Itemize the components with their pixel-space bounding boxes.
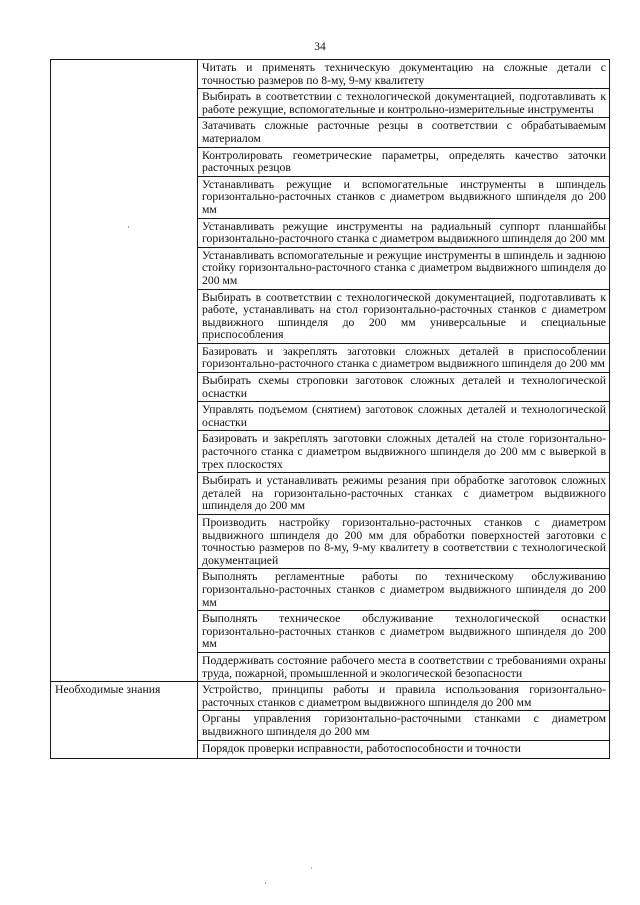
scan-speck: ˙ (310, 866, 313, 876)
skill-item: Выполнять регламентные работы по техническому обслуживанию горизонтально-расточных станков с диаметром выдвижного шпинделя до 200 мм (198, 569, 610, 611)
skill-item: Устанавливать режущие и вспомогательные инструменты в шпиндель горизонтально-расточных станков с диаметром выдвижного шпинделя до 200 мм (198, 176, 610, 218)
skill-item: Читать и применять техническую документацию на сложные детали с точностью размеров по 8-му, 9-му квалитету (198, 60, 610, 89)
skill-item: Управлять подъемом (снятием) заготовок сложных деталей и технологической оснастки (198, 402, 610, 431)
skill-item: Выбирать в соответствии с технологической документацией, подготавливать к работе, устанавливать на стол горизонтально-расточных станков с диаметром выдвижного шпинделя до 200 мм универсальные и специальные приспособления (198, 289, 610, 343)
knowledge-item: Устройство, принципы работы и правила использования горизонтально-расточных станков с диаметром выдвижного шпинделя до 200 мм (198, 682, 610, 711)
skill-item: Выполнять техническое обслуживание технологической оснастки горизонтально-расточных станков с диаметром выдвижного шпинделя до 200 мм (198, 611, 610, 653)
skill-item: Базировать и закреплять заготовки сложных деталей на столе горизонтально-расточного станка с диаметром выдвижного шпинделя до 200 мм с выверкой в трех плоскостях (198, 431, 610, 473)
skill-item: Выбирать схемы строповки заготовок сложных деталей и технологической оснастки (198, 373, 610, 402)
skill-item: Затачивать сложные расточные резцы в соответствии с обрабатываемым материалом (198, 118, 610, 147)
skill-item: Устанавливать вспомогательные и режущие инструменты в шпиндель и заднюю стойку горизонтально-расточного станка с диаметром выдвижного шпинделя до 200 мм (198, 247, 610, 289)
skill-item: Поддерживать состояние рабочего места в соответствии с требованиями охраны труда, пожарной, промышленной и экологической безопасности (198, 652, 610, 681)
table-row (51, 60, 610, 89)
skill-item: Выбирать и устанавливать режимы резания при обработке заготовок сложных деталей на горизонтально-расточных станках с диаметром выдвижного шпинделя до 200 мм (198, 473, 610, 515)
skill-item: Базировать и закреплять заготовки сложных деталей в приспособлении горизонтально-расточного станка с диаметром выдвижного шпинделя до 200 мм (198, 343, 610, 372)
skills-label-cell (51, 60, 198, 682)
knowledge-item: Органы управления горизонтально-расточными станками с диаметром выдвижного шпинделя до 200 мм (198, 711, 610, 740)
skill-item: Контролировать геометрические параметры, определять качество заточки расточных резцов (198, 147, 610, 176)
knowledge-item: Порядок проверки исправности, работоспособности и точности (198, 740, 610, 758)
skill-item: Устанавливать режущие инструменты на радиальный суппорт планшайбы горизонтально-расточного станка с диаметром выдвижного шпинделя до 200 мм (198, 218, 610, 247)
page-number: 34 (314, 41, 326, 53)
scan-speck: · (264, 878, 267, 888)
requirements-table (50, 59, 610, 759)
table-row (51, 682, 610, 711)
knowledge-label-cell: Необходимые знания (51, 682, 198, 758)
skill-item: Выбирать в соответствии с технологической документацией, подготавливать к работе режущие, вспомогательные и контрольно-измерительные инструменты (198, 89, 610, 118)
scan-speck: · (127, 222, 130, 232)
skill-item: Производить настройку горизонтально-расточных станков с диаметром выдвижного шпинделя до 200 мм для обработки поверхностей заготовки с точностью размеров по 8-му, 9-му квалитету в соответствии с технологической документацией (198, 515, 610, 569)
